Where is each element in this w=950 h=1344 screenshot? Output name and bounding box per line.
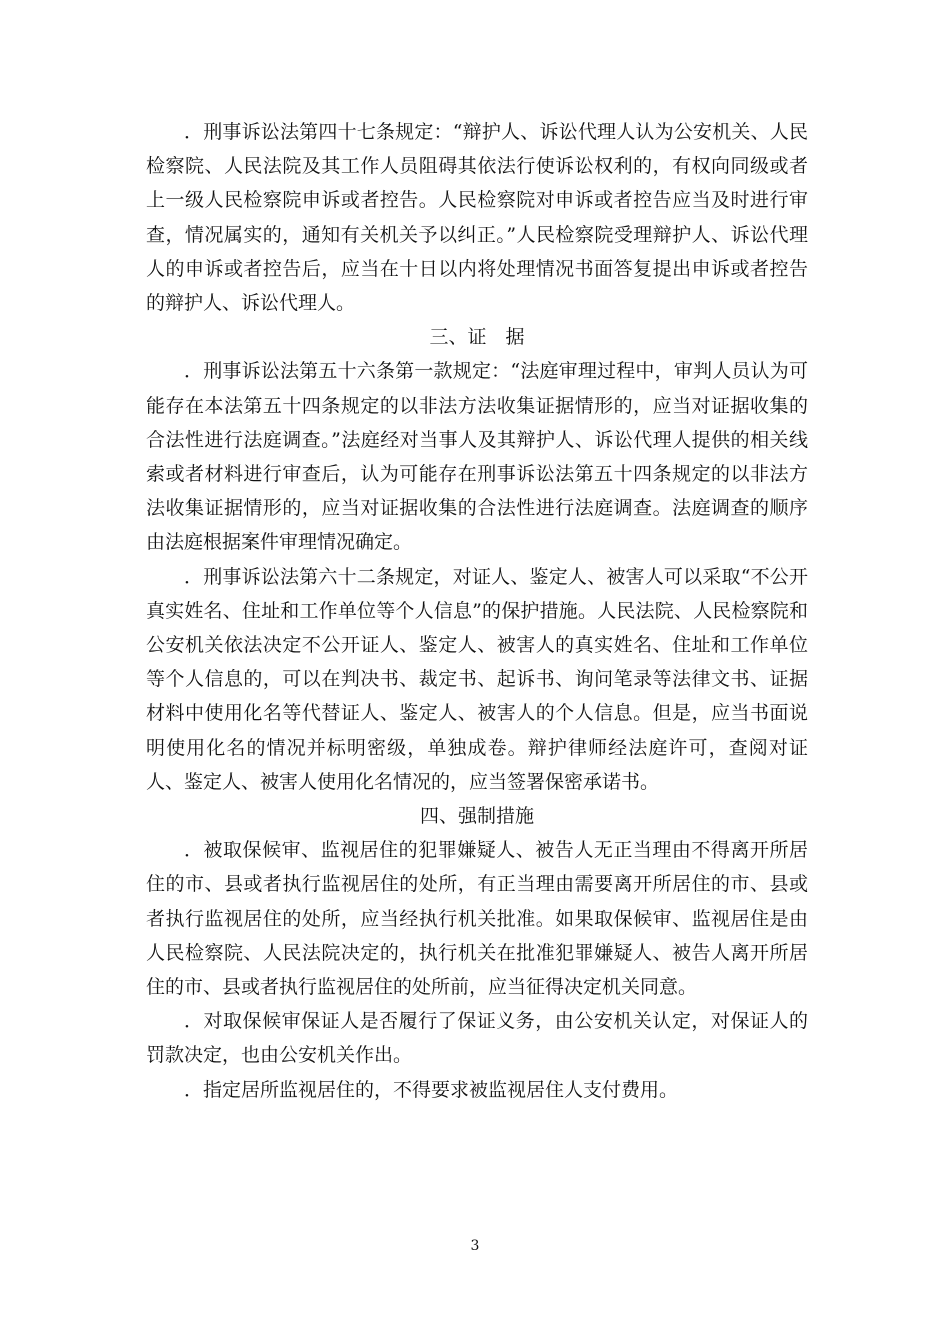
document-body: [146, 115, 808, 1107]
page-number: 3: [470, 1238, 480, 1254]
paragraph-designated-residence: ．指定居所监视居住的，不得要求被监视居住人支付费用。: [184, 1078, 679, 1101]
paragraph-guarantor: ．对取保候审保证人是否履行了保证义务，由公安机关认定，对保证人的罚款决定，也由公安机关作出。: [146, 1010, 808, 1067]
paragraph-article-62: ．刑事诉讼法第六十二条规定，对证人、鉴定人、被害人可以采取“不公开真实姓名、住址和工作单位等个人信息”的保护措施。人民法院、人民检察院和公安机关依法决定不公开证人、鉴定人、被害人的真实姓名、住址和工作单位等个人信息的，可以在判决书、裁定书、起诉书、询问笔录等法律文书、证据材料中使用化名等代替证人、鉴定人、被害人的个人信息。但是，应当书面说明使用化名的情况并标明密级，单独成卷。辩护律师经法庭许可，查阅对证人、鉴定人、被害人使用化名情况的，应当签署保密承诺书。: [146, 565, 808, 793]
paragraph-residence-restriction: ．被取保候审、监视居住的犯罪嫌疑人、被告人无正当理由不得离开所居住的市、县或者执行监视居住的处所，有正当理由需要离开所居住的市、县或者执行监视居住的处所，应当经执行机关批准。如果取保候审、监视居住是由人民检察院、人民法院决定的，执行机关在批准犯罪嫌疑人、被告人离开所居住的市、县或者执行监视居住的处所前，应当征得决定机关同意。: [146, 839, 808, 999]
paragraph-article-56: ．刑事诉讼法第五十六条第一款规定：“法庭审理过程中，审判人员认为可能存在本法第五十四条规定的以非法方法收集证据情形的，应当对证据收集的合法性进行法庭调查。”法庭经对当事人及其辩护人、诉讼代理人提供的相关线索或者材料进行审查后，认为可能存在刑事诉讼法第五十四条规定的以非法方法收集证据情形的，应当对证据收集的合法性进行法庭调查。法庭调查的顺序由法庭根据案件审理情况确定。: [146, 360, 808, 554]
section-heading-coercive-measures: 四、强制措施: [419, 805, 534, 828]
paragraph-article-47: ．刑事诉讼法第四十七条规定：“辩护人、诉讼代理人认为公安机关、人民检察院、人民法院及其工作人员阻碍其依法行使诉讼权利的，有权向同级或者上一级人民检察院申诉或者控告。人民检察院对申诉或者控告应当及时进行审查，情况属实的，通知有关机关予以纠正。”人民检察院受理辩护人、诉讼代理人的申诉或者控告后，应当在十日以内将处理情况书面答复提出申诉或者控告的辩护人、诉讼代理人。: [146, 121, 808, 315]
section-heading-evidence: 三、证 据: [429, 326, 525, 349]
